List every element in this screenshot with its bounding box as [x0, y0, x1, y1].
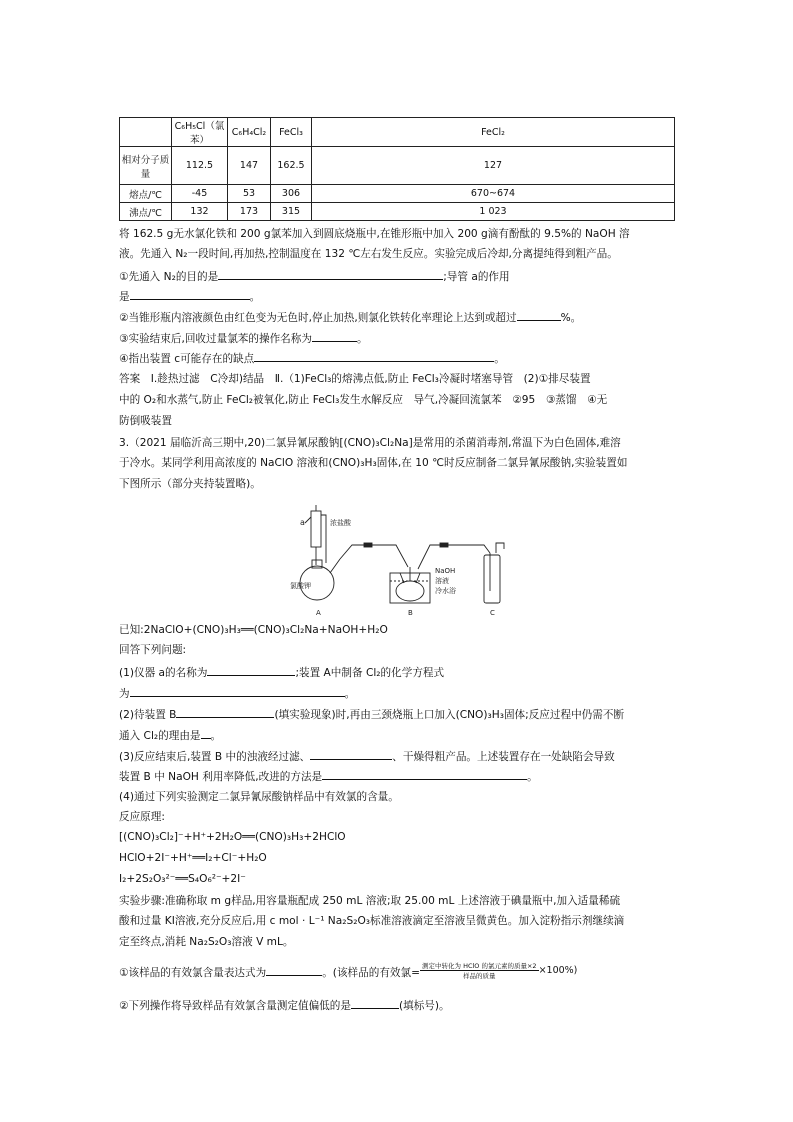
label-B: B: [408, 609, 413, 617]
label-A: A: [316, 609, 321, 617]
question-line: [119, 768, 679, 784]
table-row-label: 相对分子质量: [120, 147, 172, 185]
question-text: ①该样品的有效氯含量表达式为: [119, 967, 267, 979]
answer-line: 防倒吸装置: [119, 415, 172, 427]
table-cell: 670~674: [312, 185, 675, 203]
answer-blank[interactable]: [312, 330, 357, 342]
question-text: ;导管 a的作用: [443, 271, 510, 283]
question-text: 。: [249, 291, 261, 303]
known-equation: 已知:2NaClO+(CNO)₃H₃══(CNO)₃Cl₂Na+NaOH+H₂O: [119, 624, 388, 636]
formula-suffix: ×100%): [538, 965, 578, 976]
question-line: [119, 706, 679, 722]
question-text: %。: [560, 312, 582, 324]
table-header-row: [120, 118, 675, 147]
question-line: [119, 330, 679, 346]
text-line: (4)通过下列实验测定二氯异氰尿酸钠样品中有效氯的含量。: [119, 791, 399, 803]
table-cell: 132: [172, 203, 228, 221]
table-header-cell: [120, 118, 172, 147]
answer-blank[interactable]: [201, 727, 211, 739]
text-line: 酸和过量 KI溶液,充分反应后,用 c mol · L⁻¹ Na₂S₂O₃标准溶液滴定至溶液呈微黄色。加入淀粉指示剂继续滴: [119, 915, 625, 927]
equation-line: [(CNO)₃Cl₂]⁻+H⁺+2H₂O══(CNO)₃H₃+2HClO: [119, 831, 346, 843]
question-text: 。: [344, 688, 356, 700]
text-line: 回答下列问题:: [119, 644, 187, 656]
question-text: ②当锥形瓶内溶液颜色由红色变为无色时,停止加热,则氯化铁转化率理论上达到或超过: [119, 312, 517, 324]
table-cell: 315: [271, 203, 312, 221]
question-text: 。: [210, 730, 222, 742]
question-text: (3)反应结束后,装置 B 中的浊液经过滤、: [119, 751, 311, 763]
apparatus-diagram: [290, 503, 524, 620]
text-line: 反应原理:: [119, 811, 165, 823]
text-line: 于冷水。某同学利用高浓度的 NaClO 溶液和(CNO)₃H₃固体,在 10 ℃时反应制备二氯异氰尿酸钠,实验装置如: [119, 457, 628, 469]
text-line: 3.（2021 届临沂高三期中,20)二氯异氰尿酸钠[(CNO)₃Cl₂Na]是常用的杀菌消毒剂,常温下为白色固体,难溶: [119, 437, 621, 449]
answer-blank[interactable]: [176, 706, 274, 718]
label-hcl: 浓盐酸: [330, 519, 351, 527]
table-cell: 112.5: [172, 147, 228, 185]
table-cell: 306: [271, 185, 312, 203]
text-line: 定至终点,消耗 Na₂S₂O₃溶液 V mL。: [119, 936, 294, 948]
question-text: 、干燥得粗产品。上述装置存在一处缺陷会导致: [392, 751, 615, 763]
question-line: [119, 350, 679, 366]
answer-blank[interactable]: [266, 964, 322, 976]
table-header-cell: FeCl₂: [312, 118, 675, 147]
text-line: 液。先通入 N₂一段时间,再加热,控制温度在 132 ℃左右发生反应。实验完成后冷却,分离提纯得到粗产品。: [119, 248, 618, 260]
question-text: 。: [527, 771, 538, 783]
label-naoh: NaOH: [435, 567, 456, 575]
answer-blank[interactable]: [351, 997, 399, 1009]
table-cell: 127: [312, 147, 675, 185]
gas-bottle: [484, 555, 500, 603]
answer-blank[interactable]: [254, 350, 494, 362]
table-row-label: 沸点/℃: [120, 203, 172, 221]
question-line: [119, 288, 679, 304]
label-a: a: [300, 518, 305, 527]
question-text: ④指出装置 c可能存在的缺点: [119, 353, 255, 365]
fraction-denominator: 样品的质量: [463, 972, 496, 980]
question-text: (填实验现象)时,再由三颈烧瓶上口加入(CNO)₃H₃固体;反应过程中仍需不断: [274, 709, 625, 721]
table-cell: 173: [228, 203, 271, 221]
question-text: 为: [119, 688, 130, 700]
question-text: 通入 Cl₂的理由是: [119, 730, 201, 742]
answer-line: 中的 O₂和水蒸气,防止 FeCl₂被氧化,防止 FeCl₃发生水解反应 导气,冷凝回流氯苯 ②95 ③蒸馏 ④无: [119, 394, 608, 406]
question-text: (2)待装置 B: [119, 709, 177, 721]
text-line: 下图所示（部分夹持装置略)。: [119, 478, 261, 490]
answer-blank[interactable]: [207, 664, 295, 676]
question-text: 。(该样品的有效氯=: [322, 967, 420, 979]
table-row: [120, 147, 675, 185]
question-text: 。: [494, 353, 505, 365]
label-kclo3: 氯酸钾: [290, 582, 311, 590]
fraction: [420, 961, 539, 980]
properties-table: [119, 117, 675, 221]
table-cell: 1 023: [312, 203, 675, 221]
table-row: [120, 203, 675, 221]
answer-blank[interactable]: [130, 685, 345, 697]
text-line: 将 162.5 g无水氯化铁和 200 g氯苯加入到圆底烧瓶中,在锥形瓶中加入 200 g滴有酚酞的 9.5%的 NaOH 溶: [119, 228, 630, 240]
table-row: [120, 185, 675, 203]
effective-chlorine-formula: [420, 961, 577, 980]
question-line: [119, 964, 679, 980]
question-text: (1)仪器 a的名称为: [119, 667, 208, 679]
answer-blank[interactable]: [322, 768, 527, 780]
question-text: 。: [356, 333, 368, 345]
question-line: [119, 268, 679, 284]
question-text: ③实验结束后,回收过量氯苯的操作名称为: [119, 333, 312, 345]
question-text: ;装置 A中制备 Cl₂的化学方程式: [295, 667, 445, 679]
dropping-funnel: [311, 511, 321, 547]
text-line: 实验步骤:准确称取 m g样品,用容量瓶配成 250 mL 溶液;取 25.00 mL 上述溶液于碘量瓶中,加入适量稀硫: [119, 895, 621, 907]
question-line: [119, 727, 679, 743]
table-header-cell: C₆H₄Cl₂: [228, 118, 271, 147]
question-line: [119, 748, 679, 764]
equation-line: HClO+2I⁻+H⁺══I₂+Cl⁻+H₂O: [119, 852, 267, 864]
question-line: [119, 685, 679, 701]
fraction-numerator: 测定中转化为 HClO 的氯元素的质量×2: [422, 962, 537, 970]
table-cell: 147: [228, 147, 271, 185]
answer-blank[interactable]: [517, 309, 561, 321]
question-line: [119, 664, 679, 680]
table-cell: 162.5: [271, 147, 312, 185]
label-C: C: [490, 609, 495, 617]
table-row-label: 熔点/℃: [120, 185, 172, 203]
question-text: ①先通入 N₂的目的是: [119, 271, 219, 283]
answer-blank[interactable]: [130, 288, 250, 300]
question-line: [119, 309, 679, 325]
question-text: ②下列操作将导致样品有效氯含量测定值偏低的是: [119, 1000, 351, 1012]
answer-line: 答案 Ⅰ.趁热过滤 C冷却)结晶 Ⅱ.（1)FeCl₃的熔沸点低,防止 FeCl₃冷凝时堵塞导管 (2)①排尽装置: [119, 373, 591, 385]
table-header-cell: FeCl₃: [271, 118, 312, 147]
question-text: 是: [119, 291, 130, 303]
three-neck-flask: [396, 581, 424, 601]
table-cell: -45: [172, 185, 228, 203]
question-line: [119, 997, 679, 1013]
question-text: (填标号)。: [398, 1000, 450, 1012]
label-solution: 溶液: [435, 577, 449, 585]
answer-blank[interactable]: [310, 748, 392, 760]
answer-blank[interactable]: [218, 268, 443, 280]
table-header-cell: C₆H₅Cl（氯苯）: [172, 118, 228, 147]
table-cell: 53: [228, 185, 271, 203]
equation-line: I₂+2S₂O₃²⁻══S₄O₆²⁻+2I⁻: [119, 873, 246, 885]
question-text: 装置 B 中 NaOH 利用率降低,改进的方法是: [119, 771, 323, 783]
label-ice-bath: 冷水浴: [435, 587, 456, 595]
